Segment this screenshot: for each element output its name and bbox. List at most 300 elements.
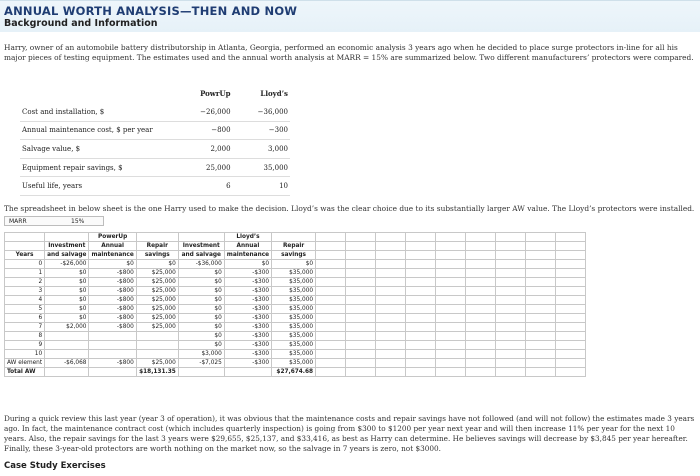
empty-cell[interactable] [436,296,466,305]
empty-cell[interactable] [406,233,436,242]
sheet-cell[interactable]: 2 [5,278,45,287]
sheet-cell[interactable]: Annual [224,242,271,251]
empty-cell[interactable] [346,323,376,332]
sheet-cell[interactable] [178,233,224,242]
empty-cell[interactable] [526,368,556,377]
sheet-cell[interactable]: $35,000 [272,296,316,305]
empty-cell[interactable] [376,323,406,332]
empty-cell[interactable] [436,251,466,260]
sheet-cell[interactable]: 8 [5,332,45,341]
sheet-data-row [5,278,586,287]
sheet-cell[interactable]: $0 [45,287,89,296]
empty-cell[interactable] [496,305,526,314]
empty-cell[interactable] [436,233,466,242]
estimate-value-lloyds: 35,000 [233,158,290,177]
sheet-cell[interactable]: $0 [45,314,89,323]
sheet-cell[interactable]: maintenance [89,251,136,260]
estimate-label: Useful life, years [20,177,175,196]
sheet-cell[interactable]: Total AW [5,368,45,377]
empty-cell[interactable] [526,278,556,287]
sheet-cell[interactable] [89,341,136,350]
empty-cell[interactable] [346,350,376,359]
empty-cell[interactable] [496,332,526,341]
sheet-cell[interactable] [5,233,45,242]
empty-cell[interactable] [316,278,346,287]
empty-cell[interactable] [346,260,376,269]
sheet-cell[interactable] [45,368,89,377]
sheet-cell[interactable] [89,350,136,359]
estimates-row [20,140,290,159]
empty-cell[interactable] [376,242,406,251]
sheet-cell[interactable]: $0 [89,260,136,269]
empty-cell[interactable] [466,278,496,287]
empty-cell[interactable] [406,332,436,341]
sheet-cell[interactable]: AW element [5,359,45,368]
sheet-cell[interactable]: Repair [272,242,316,251]
sheet-cell[interactable]: $0 [224,260,271,269]
empty-cell[interactable] [466,233,496,242]
empty-cell[interactable] [556,323,586,332]
sheet-cell[interactable]: $0 [272,260,316,269]
sheet-cell[interactable]: 6 [5,314,45,323]
empty-cell[interactable] [466,368,496,377]
sheet-cell[interactable]: $25,000 [136,269,178,278]
empty-cell[interactable] [316,242,346,251]
empty-cell[interactable] [526,269,556,278]
sheet-cell[interactable]: -$300 [224,341,271,350]
empty-cell[interactable] [556,341,586,350]
sheet-cell[interactable]: $25,000 [136,287,178,296]
empty-cell[interactable] [406,359,436,368]
sheet-cell[interactable]: -$800 [89,314,136,323]
empty-cell[interactable] [526,341,556,350]
sheet-cell[interactable]: $35,000 [272,305,316,314]
empty-cell[interactable] [466,359,496,368]
empty-cell[interactable] [346,368,376,377]
sheet-cell[interactable]: $3,000 [178,350,224,359]
empty-cell[interactable] [406,296,436,305]
sheet-cell[interactable]: $0 [136,260,178,269]
estimates-row [20,177,290,196]
empty-cell[interactable] [436,305,466,314]
empty-cell[interactable] [526,350,556,359]
sheet-cell[interactable]: $0 [45,278,89,287]
sheet-data-row [5,296,586,305]
sheet-cell[interactable]: $0 [178,287,224,296]
empty-cell[interactable] [526,323,556,332]
section-subtitle: Background and Information [4,18,158,29]
empty-cell[interactable] [496,314,526,323]
empty-cell[interactable] [406,305,436,314]
sheet-cell[interactable] [45,332,89,341]
empty-cell[interactable] [526,359,556,368]
sheet-cell[interactable]: $0 [178,305,224,314]
sheet-cell[interactable]: -$800 [89,278,136,287]
empty-cell[interactable] [556,278,586,287]
empty-cell[interactable] [466,242,496,251]
empty-cell[interactable] [496,350,526,359]
sheet-cell[interactable]: -$300 [224,332,271,341]
empty-cell[interactable] [526,332,556,341]
empty-cell[interactable] [316,305,346,314]
empty-cell[interactable] [496,269,526,278]
estimates-header-lloyds: Lloyd’s [260,88,288,98]
sheet-cell[interactable]: -$300 [224,278,271,287]
empty-cell[interactable] [556,269,586,278]
sheet-header-row [5,233,586,242]
empty-cell[interactable] [346,332,376,341]
empty-cell[interactable] [346,314,376,323]
sheet-cell[interactable] [272,233,316,242]
sheet-cell[interactable]: 9 [5,341,45,350]
empty-cell[interactable] [496,242,526,251]
empty-cell[interactable] [436,332,466,341]
sheet-header-row [5,251,586,260]
sheet-cell[interactable]: 0 [5,260,45,269]
sheet-cell[interactable]: $35,000 [272,278,316,287]
sheet-cell[interactable]: $35,000 [272,350,316,359]
empty-cell[interactable] [526,305,556,314]
sheet-cell[interactable]: $0 [178,296,224,305]
empty-cell[interactable] [316,332,346,341]
sheet-cell[interactable]: $0 [178,332,224,341]
empty-cell[interactable] [436,242,466,251]
spreadsheet-intro-paragraph: The spreadsheet in below sheet is the one Harry used to make the decision. Lloyd’s was the clear choice due to its substantially larger AW value. The Lloyd’s protectors were installed. [4,204,695,213]
estimates-header-powrup: PowrUp [200,88,231,98]
empty-cell[interactable] [376,368,406,377]
sheet-cell[interactable]: -$300 [224,314,271,323]
empty-cell[interactable] [406,260,436,269]
sheet-cell[interactable]: 10 [5,350,45,359]
empty-cell[interactable] [346,359,376,368]
empty-cell[interactable] [406,251,436,260]
empty-cell[interactable] [556,251,586,260]
empty-cell[interactable] [346,251,376,260]
empty-cell[interactable] [316,287,346,296]
empty-cell[interactable] [556,260,586,269]
empty-cell[interactable] [406,314,436,323]
sheet-cell[interactable]: -$300 [224,296,271,305]
spreadsheet-grid [4,232,586,377]
sheet-cell[interactable]: -$300 [224,287,271,296]
sheet-cell[interactable]: $0 [45,269,89,278]
sheet-cell[interactable]: $25,000 [136,305,178,314]
empty-cell[interactable] [316,233,346,242]
sheet-cell[interactable]: and salvage [178,251,224,260]
sheet-cell[interactable]: Investment [45,242,89,251]
empty-cell[interactable] [496,287,526,296]
sheet-cell[interactable]: -$300 [224,359,271,368]
estimate-value-lloyds: 10 [233,177,290,196]
sheet-cell[interactable]: $0 [178,323,224,332]
sheet-cell[interactable]: $0 [178,269,224,278]
sheet-cell[interactable]: $0 [178,278,224,287]
sheet-cell[interactable] [45,341,89,350]
empty-cell[interactable] [556,359,586,368]
estimate-label: Cost and installation, $ [20,103,175,122]
empty-cell[interactable] [316,323,346,332]
sheet-cell[interactable]: $35,000 [272,359,316,368]
sheet-cell[interactable]: Lloyd’s [224,233,271,242]
sheet-data-row [5,305,586,314]
empty-cell[interactable] [496,296,526,305]
sheet-cell[interactable]: savings [136,251,178,260]
estimates-table [20,84,290,196]
empty-cell[interactable] [526,260,556,269]
empty-cell[interactable] [526,314,556,323]
estimate-value-lloyds: 3,000 [233,140,290,159]
empty-cell[interactable] [376,287,406,296]
sheet-cell[interactable] [45,233,89,242]
empty-cell[interactable] [556,314,586,323]
sheet-cell[interactable]: $2,000 [45,323,89,332]
empty-cell[interactable] [556,242,586,251]
sheet-cell[interactable]: $0 [45,305,89,314]
sheet-cell[interactable]: Investment [178,242,224,251]
sheet-cell[interactable]: $25,000 [136,323,178,332]
sheet-data-row [5,314,586,323]
sheet-cell[interactable]: -$800 [89,305,136,314]
empty-cell[interactable] [496,260,526,269]
empty-cell[interactable] [406,323,436,332]
empty-cell[interactable] [436,341,466,350]
empty-cell[interactable] [466,296,496,305]
sheet-cell[interactable]: Annual [89,242,136,251]
empty-cell[interactable] [526,287,556,296]
sheet-cell[interactable]: $25,000 [136,278,178,287]
empty-cell[interactable] [556,296,586,305]
sheet-cell[interactable]: -$800 [89,269,136,278]
empty-cell[interactable] [316,359,346,368]
sheet-cell[interactable] [89,368,136,377]
empty-cell[interactable] [496,368,526,377]
empty-cell[interactable] [496,251,526,260]
empty-cell[interactable] [436,368,466,377]
sheet-data-row [5,323,586,332]
estimates-row [20,103,290,122]
empty-cell[interactable] [466,323,496,332]
sheet-cell[interactable] [5,242,45,251]
empty-cell[interactable] [376,359,406,368]
sheet-cell[interactable]: Repair [136,242,178,251]
sheet-cell[interactable]: $25,000 [136,359,178,368]
empty-cell[interactable] [316,296,346,305]
empty-cell[interactable] [556,305,586,314]
empty-cell[interactable] [316,341,346,350]
sheet-cell[interactable]: $35,000 [272,341,316,350]
empty-cell[interactable] [316,260,346,269]
sheet-cell[interactable]: -$26,000 [45,260,89,269]
empty-cell[interactable] [556,287,586,296]
estimate-label: Annual maintenance cost, $ per year [20,121,175,140]
sheet-cell[interactable] [136,341,178,350]
empty-cell[interactable] [346,305,376,314]
empty-cell[interactable] [316,251,346,260]
empty-cell[interactable] [436,314,466,323]
empty-cell[interactable] [526,251,556,260]
empty-cell[interactable] [526,233,556,242]
empty-cell[interactable] [466,341,496,350]
empty-cell[interactable] [436,287,466,296]
sheet-cell[interactable]: $35,000 [272,269,316,278]
empty-cell[interactable] [346,341,376,350]
sheet-cell[interactable]: 7 [5,323,45,332]
sheet-header-row [5,242,586,251]
empty-cell[interactable] [556,233,586,242]
sheet-cell[interactable] [89,332,136,341]
estimate-value-lloyds: −300 [233,121,290,140]
empty-cell[interactable] [466,350,496,359]
empty-cell[interactable] [556,350,586,359]
sheet-cell[interactable] [136,233,178,242]
empty-cell[interactable] [406,242,436,251]
sheet-data-row [5,260,586,269]
empty-cell[interactable] [376,251,406,260]
marr-cell[interactable] [4,216,104,226]
sheet-cell[interactable]: savings [272,251,316,260]
sheet-total-row [5,368,586,377]
empty-cell[interactable] [466,332,496,341]
empty-cell[interactable] [316,269,346,278]
empty-cell[interactable] [376,305,406,314]
sheet-cell[interactable]: $18,131.35 [136,368,178,377]
empty-cell[interactable] [376,314,406,323]
sheet-data-row [5,269,586,278]
empty-cell[interactable] [376,341,406,350]
sheet-cell[interactable]: -$800 [89,287,136,296]
empty-cell[interactable] [346,242,376,251]
sheet-cell[interactable]: -$800 [89,296,136,305]
sheet-cell[interactable]: -$300 [224,305,271,314]
empty-cell[interactable] [406,269,436,278]
sheet-cell[interactable]: $27,674.68 [272,368,316,377]
empty-cell[interactable] [436,278,466,287]
sheet-cell[interactable]: $35,000 [272,323,316,332]
marr-value: 15% [71,218,85,225]
sheet-cell[interactable]: $35,000 [272,314,316,323]
sheet-cell[interactable]: $35,000 [272,332,316,341]
empty-cell[interactable] [436,323,466,332]
sheet-cell[interactable] [178,368,224,377]
estimate-value-powrup: 6 [175,177,232,196]
empty-cell[interactable] [406,350,436,359]
estimates-row [20,121,290,140]
sheet-cell[interactable]: PowerUp [89,233,136,242]
sheet-cell[interactable]: and salvage [45,251,89,260]
empty-cell[interactable] [466,251,496,260]
sheet-cell[interactable]: $0 [178,341,224,350]
marr-label: MARR [9,218,27,225]
empty-cell[interactable] [496,233,526,242]
sheet-cell[interactable]: $0 [45,296,89,305]
estimate-value-powrup: 2,000 [175,140,232,159]
sheet-cell[interactable]: maintenance [224,251,271,260]
sheet-cell[interactable] [136,350,178,359]
sheet-cell[interactable]: Years [5,251,45,260]
empty-cell[interactable] [466,287,496,296]
header-banner [0,0,700,32]
sheet-cell[interactable]: -$800 [89,359,136,368]
sheet-cell[interactable]: 1 [5,269,45,278]
empty-cell[interactable] [526,296,556,305]
empty-cell[interactable] [376,233,406,242]
sheet-cell[interactable]: $25,000 [136,296,178,305]
sheet-cell[interactable]: 4 [5,296,45,305]
empty-cell[interactable] [466,314,496,323]
sheet-cell[interactable]: -$6,068 [45,359,89,368]
empty-cell[interactable] [406,341,436,350]
empty-cell[interactable] [376,296,406,305]
empty-cell[interactable] [496,341,526,350]
empty-cell[interactable] [406,287,436,296]
empty-cell[interactable] [376,269,406,278]
empty-cell[interactable] [406,278,436,287]
empty-cell[interactable] [436,260,466,269]
sheet-cell[interactable]: 5 [5,305,45,314]
sheet-cell[interactable]: -$36,000 [178,260,224,269]
empty-cell[interactable] [496,323,526,332]
sheet-data-row [5,350,586,359]
aw-spreadsheet [4,216,678,410]
empty-cell[interactable] [346,269,376,278]
empty-cell[interactable] [556,332,586,341]
sheet-aw-row [5,359,586,368]
empty-cell[interactable] [436,269,466,278]
sheet-cell[interactable]: -$7,025 [178,359,224,368]
empty-cell[interactable] [376,278,406,287]
sheet-cell[interactable] [45,350,89,359]
empty-cell[interactable] [556,368,586,377]
empty-cell[interactable] [346,278,376,287]
empty-cell[interactable] [466,260,496,269]
sheet-cell[interactable]: -$800 [89,323,136,332]
empty-cell[interactable] [346,287,376,296]
empty-cell[interactable] [346,233,376,242]
empty-cell[interactable] [316,368,346,377]
sheet-cell[interactable] [136,332,178,341]
empty-cell[interactable] [496,359,526,368]
empty-cell[interactable] [376,332,406,341]
case-study-heading: Case Study Exercises [4,461,106,471]
empty-cell[interactable] [316,350,346,359]
empty-cell[interactable] [466,305,496,314]
empty-cell[interactable] [376,260,406,269]
sheet-cell[interactable]: $0 [178,314,224,323]
sheet-cell[interactable]: -$300 [224,269,271,278]
sheet-cell[interactable]: $35,000 [272,287,316,296]
sheet-cell[interactable] [224,368,271,377]
empty-cell[interactable] [346,296,376,305]
empty-cell[interactable] [316,314,346,323]
empty-cell[interactable] [436,359,466,368]
empty-cell[interactable] [436,350,466,359]
empty-cell[interactable] [466,269,496,278]
review-paragraph: During a quick review this last year (year 3 of operation), it was obvious that the maintenance costs and repair savings have not followed (and will not follow) the estimates made 3 years ago. In fact, the maintenance contract cost (which includes quarterly inspection) is going from $300 to $1200 per year next year and will then increase 11% per year for the next 10 years. Also, the repair savings for the last 3 years were $29,655, $25,137, and $33,416, as best as Harry can determine. He believes savings will decrease by $3,845 per year hereafter. Finally, these 3-year-old protectors are worth nothing on the market now, so the salvage in 7 years is zero, not $3000. [4,414,695,453]
estimate-value-powrup: 25,000 [175,158,232,177]
empty-cell[interactable] [376,350,406,359]
estimate-value-powrup: −26,000 [175,103,232,122]
estimates-row [20,158,290,177]
empty-cell[interactable] [496,278,526,287]
empty-cell[interactable] [526,242,556,251]
sheet-cell[interactable]: 3 [5,287,45,296]
sheet-cell[interactable]: -$300 [224,350,271,359]
sheet-cell[interactable]: $25,000 [136,314,178,323]
sheet-cell[interactable]: -$300 [224,323,271,332]
estimate-label: Equipment repair savings, $ [20,158,175,177]
sheet-data-row [5,332,586,341]
empty-cell[interactable] [406,368,436,377]
